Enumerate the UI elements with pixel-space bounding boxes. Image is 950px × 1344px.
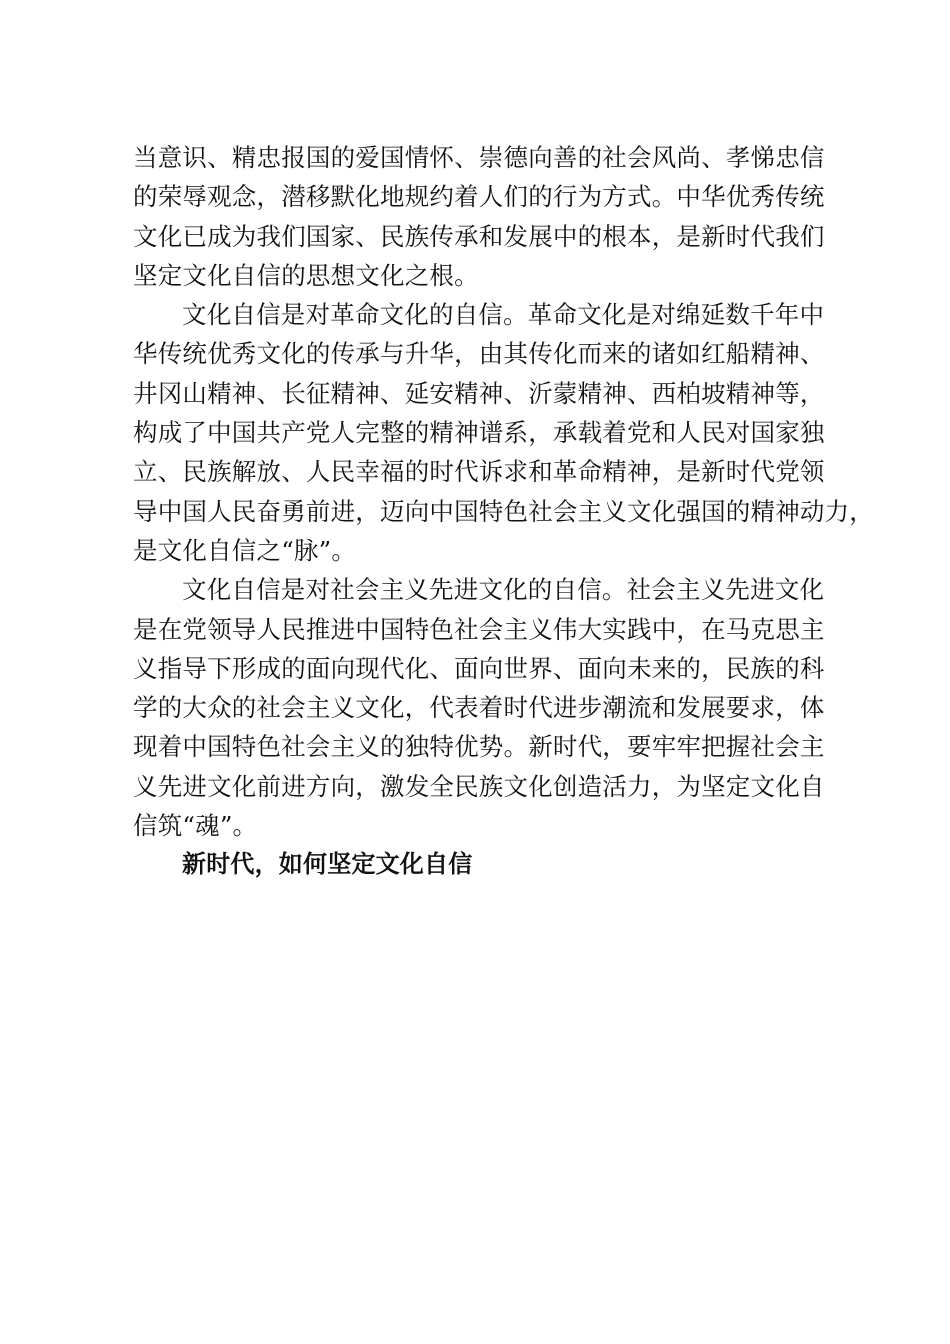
text-line: 学的大众的社会主义文化，代表着时代进步潮流和发展要求，体 [133, 693, 825, 723]
paragraph-socialist-culture [133, 570, 853, 845]
text-line: 是在党领导人民推进中国特色社会主义伟大实践中，在马克思主 [133, 614, 825, 644]
text-line: 是文化自信之“脉”。 [133, 535, 357, 565]
text-line: 现着中国特色社会主义的独特优势。新时代，要牢牢把握社会主 [133, 732, 825, 762]
document-body [133, 138, 874, 885]
text-line: 华传统优秀文化的传承与升华，由其传化而来的诸如红船精神、 [133, 339, 825, 369]
paragraph-traditional-culture [133, 138, 853, 295]
text-line: 文化已成为我们国家、民族传承和发展中的根本，是新时代我们 [133, 221, 825, 251]
text-line: 立、民族解放、人民幸福的时代诉求和革命精神，是新时代党领 [133, 457, 825, 487]
text-line: 义先进文化前进方向，激发全民族文化创造活力，为坚定文化自 [133, 771, 825, 801]
text-line: 坚定文化自信的思想文化之根。 [133, 260, 479, 290]
text-line: 文化自信是对社会主义先进文化的自信。社会主义先进文化 [182, 575, 825, 605]
text-line: 的荣辱观念，潜移默化地规约着人们的行为方式。中华优秀传统 [133, 182, 825, 212]
text-line: 构成了中国共产党人完整的精神谱系，承载着党和人民对国家独 [133, 418, 825, 448]
text-line: 井冈山精神、长征精神、延安精神、沂蒙精神、西柏坡精神等， [133, 378, 825, 408]
text-line: 文化自信是对革命文化的自信。革命文化是对绵延数千年中 [182, 300, 825, 330]
text-line: 义指导下形成的面向现代化、面向世界、面向未来的，民族的科 [133, 653, 825, 683]
text-line: 信筑“魂”。 [133, 811, 258, 841]
paragraph-revolutionary-culture [133, 295, 874, 570]
text-line: 当意识、精忠报国的爱国情怀、崇德向善的社会风尚、孝悌忠信 [133, 143, 825, 172]
text-line: 导中国人民奋勇前进，迈向中国特色社会主义文化强国的精神动力， [133, 496, 874, 526]
section-heading: 新时代，如何坚定文化自信 [182, 850, 473, 879]
